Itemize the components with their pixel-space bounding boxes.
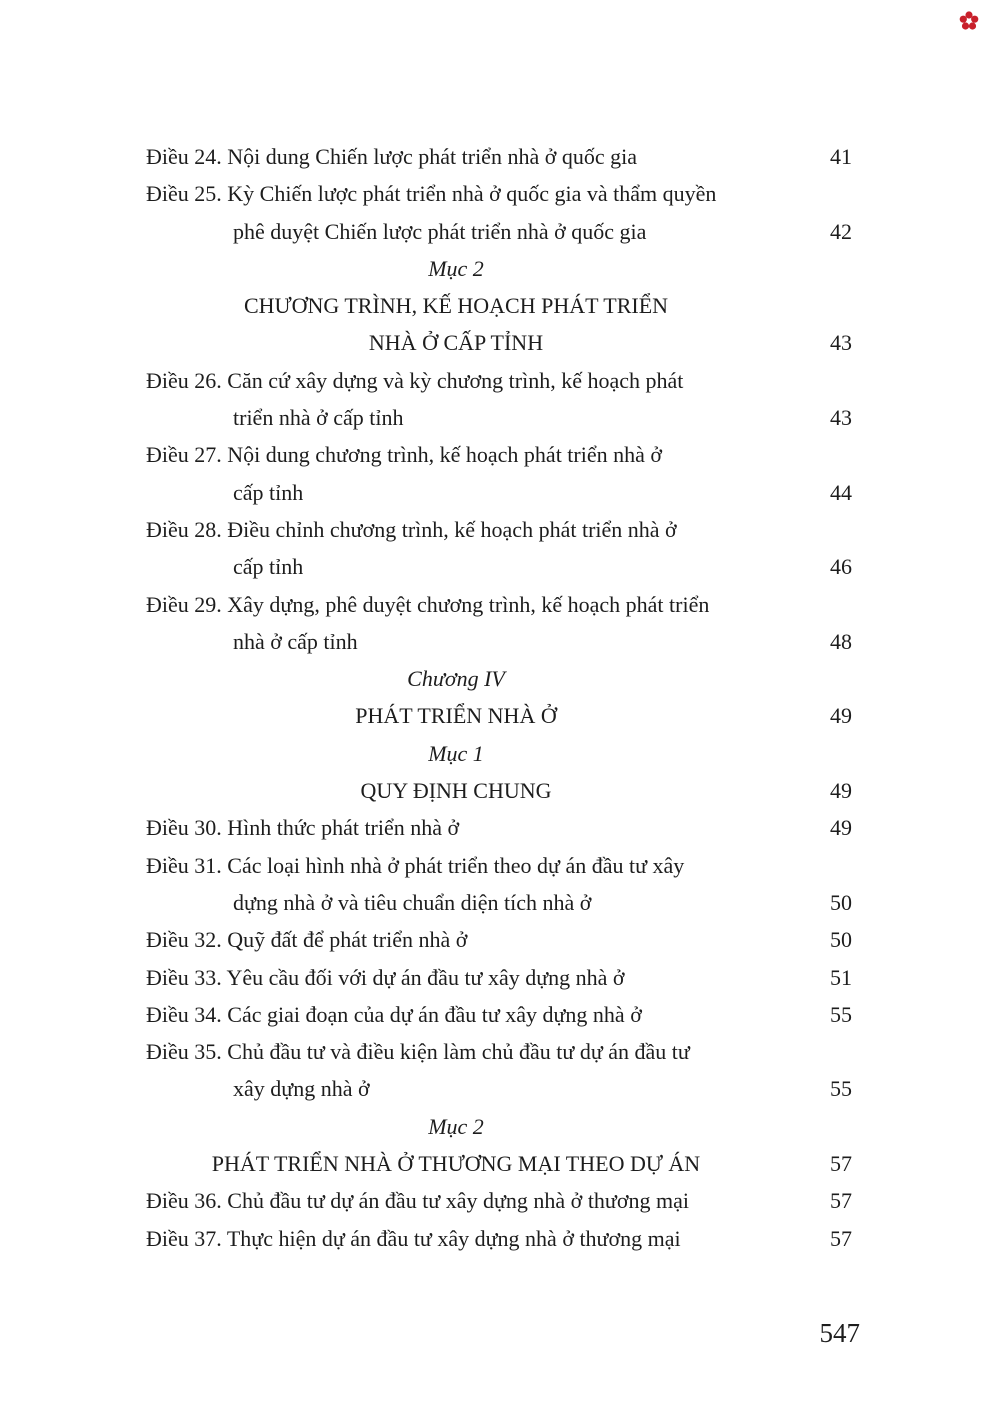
toc-entry — [0, 175, 1000, 212]
toc-entry-title: Điều 34. Các giai đoạn của dự án đầu tư xây dựng nhà ở — [146, 1001, 642, 1027]
toc-entry-title: Điều 30. Hình thức phát triển nhà ở — [146, 815, 460, 841]
toc-page-number: 55 — [830, 1001, 852, 1027]
toc-page-number: 42 — [830, 218, 852, 244]
toc-entry — [0, 809, 1000, 846]
toc-entry — [0, 1108, 1000, 1145]
toc-heading: Mục 2 — [428, 1113, 484, 1139]
toc-page-number: 57 — [830, 1225, 852, 1251]
toc-page-number: 43 — [830, 330, 852, 356]
toc-entry — [0, 586, 1000, 623]
toc-entry — [0, 324, 1000, 361]
toc-page-number: 55 — [830, 1076, 852, 1102]
toc-page-number: 48 — [830, 628, 852, 654]
toc-entry-title: Điều 36. Chủ đầu tư dự án đầu tư xây dựng nhà ở thương mại — [146, 1188, 689, 1214]
toc-entry — [0, 138, 1000, 175]
toc-entry — [0, 1145, 1000, 1182]
toc-heading: NHÀ Ở CẤP TỈNH — [368, 330, 544, 356]
toc-heading: Chương IV — [407, 666, 505, 692]
toc-entry-title: Điều 26. Căn cứ xây dựng và kỳ chương trình, kế hoạch phát — [146, 367, 684, 393]
toc-entry — [0, 213, 1000, 250]
toc-entry — [0, 250, 1000, 287]
toc-page-number: 46 — [830, 554, 852, 580]
toc-entry-title: Điều 27. Nội dung chương trình, kế hoạch phát triển nhà ở — [146, 442, 663, 468]
toc-entry — [0, 399, 1000, 436]
toc-heading: PHÁT TRIỂN NHÀ Ở THƯƠNG MẠI THEO DỰ ÁN — [211, 1151, 701, 1177]
toc-heading: Mục 2 — [428, 255, 484, 281]
toc-page-number: 44 — [830, 479, 852, 505]
toc-entry — [0, 362, 1000, 399]
toc-page-number: 51 — [830, 964, 852, 990]
toc-entry — [0, 772, 1000, 809]
toc-entry — [0, 697, 1000, 734]
toc-entry — [0, 1070, 1000, 1107]
toc-entry — [0, 511, 1000, 548]
page-number: 547 — [819, 1318, 860, 1348]
toc-entry — [0, 1033, 1000, 1070]
toc-entry-title: phê duyệt Chiến lược phát triển nhà ở quốc gia — [233, 218, 647, 244]
toc-page-number: 49 — [830, 778, 852, 804]
table-of-contents — [0, 138, 1000, 1257]
toc-entry-title: Điều 25. Kỳ Chiến lược phát triển nhà ở quốc gia và thẩm quyền — [146, 181, 717, 207]
toc-entry — [0, 847, 1000, 884]
toc-page-number: 43 — [830, 405, 852, 431]
toc-page-number: 57 — [830, 1151, 852, 1177]
toc-entry-title: Điều 29. Xây dựng, phê duyệt chương trình, kế hoạch phát triển — [146, 591, 710, 617]
toc-heading: PHÁT TRIỂN NHÀ Ở — [355, 703, 557, 729]
toc-entry — [0, 548, 1000, 585]
toc-entry-title: cấp tỉnh — [233, 554, 304, 580]
flower-ornament-icon — [958, 10, 980, 32]
toc-entry — [0, 474, 1000, 511]
toc-entry — [0, 996, 1000, 1033]
toc-entry — [0, 623, 1000, 660]
toc-entry-title: cấp tỉnh — [233, 479, 304, 505]
toc-entry-title: xây dựng nhà ở — [233, 1076, 370, 1102]
toc-heading: CHƯƠNG TRÌNH, KẾ HOẠCH PHÁT TRIỂN — [243, 293, 669, 319]
toc-page-number: 50 — [830, 927, 852, 953]
toc-entry-title: Điều 31. Các loại hình nhà ở phát triển theo dự án đầu tư xây — [146, 852, 685, 878]
toc-entry — [0, 1182, 1000, 1219]
toc-entry — [0, 884, 1000, 921]
toc-heading: QUY ĐỊNH CHUNG — [360, 778, 552, 804]
toc-entry-title: Điều 37. Thực hiện dự án đầu tư xây dựng nhà ở thương mại — [146, 1225, 681, 1251]
toc-page-number: 50 — [830, 889, 852, 915]
toc-entry — [0, 436, 1000, 473]
toc-page-number: 41 — [830, 144, 852, 169]
toc-entry-title: Điều 35. Chủ đầu tư và điều kiện làm chủ đầu tư dự án đầu tư — [146, 1039, 690, 1065]
toc-entry — [0, 959, 1000, 996]
toc-entry — [0, 1220, 1000, 1257]
toc-page-number: 49 — [830, 703, 852, 729]
toc-entry-title: Điều 33. Yêu cầu đối với dự án đầu tư xây dựng nhà ở — [146, 964, 625, 990]
toc-entry — [0, 660, 1000, 697]
toc-entry-title: Điều 24. Nội dung Chiến lược phát triển nhà ở quốc gia — [146, 144, 637, 169]
toc-entry-title: triển nhà ở cấp tỉnh — [233, 405, 404, 431]
toc-entry — [0, 921, 1000, 958]
toc-entry-title: Điều 32. Quỹ đất để phát triển nhà ở — [146, 927, 468, 953]
toc-entry-title: Điều 28. Điều chỉnh chương trình, kế hoạch phát triển nhà ở — [146, 516, 677, 542]
toc-heading: Mục 1 — [428, 740, 484, 766]
toc-entry-title: dựng nhà ở và tiêu chuẩn diện tích nhà ở — [233, 889, 592, 915]
toc-entry — [0, 287, 1000, 324]
toc-entry-title: nhà ở cấp tỉnh — [233, 628, 358, 654]
toc-page-number: 49 — [830, 815, 852, 841]
toc-page-number: 57 — [830, 1188, 852, 1214]
toc-entry — [0, 735, 1000, 772]
